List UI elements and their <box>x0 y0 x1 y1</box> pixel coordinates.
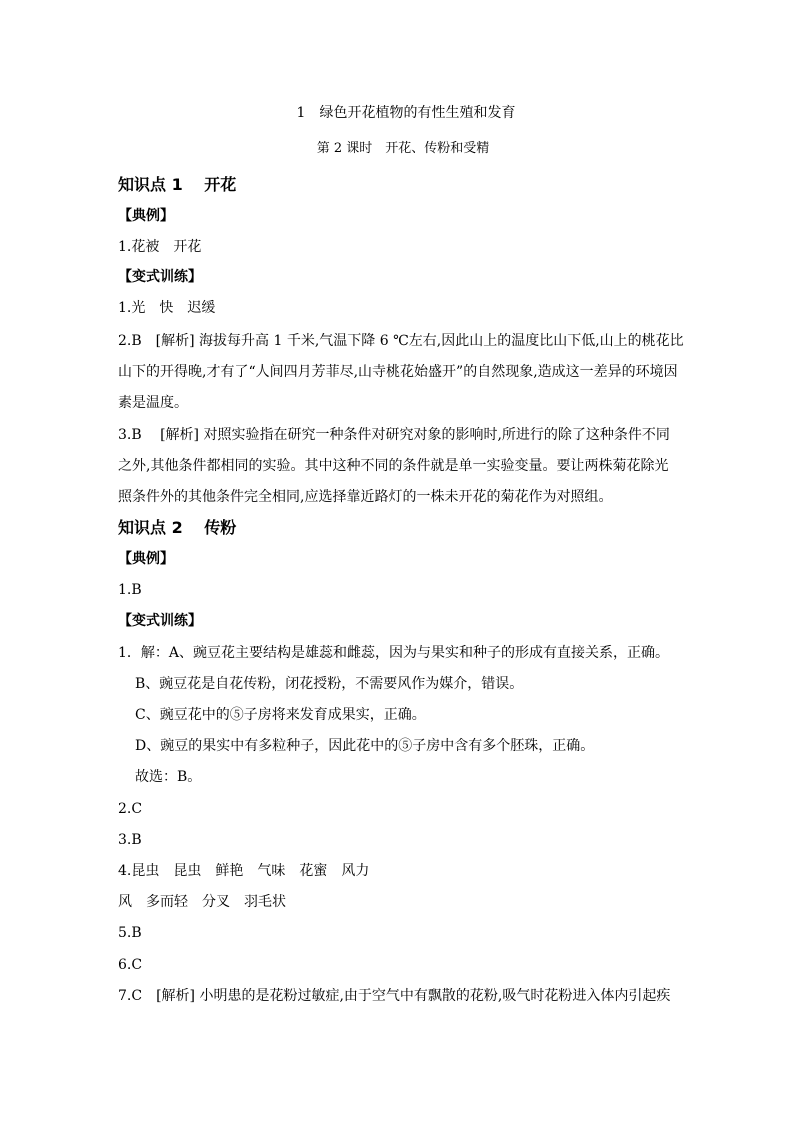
answer-3-line-1: 3.B [解析] 对照实验指在研究一种条件对研究对象的影响时,所进行的除了这种条件不同 <box>118 427 670 443</box>
practice-label: 【变式训练】 <box>118 269 202 285</box>
answer-6: 6.C <box>118 957 143 973</box>
example-answer: 1.花被 开花 <box>118 239 202 255</box>
answer-7-line-1: 7.C [解析] 小明患的是花粉过敏症,由于空气中有飘散的花粉,吸气时花粉进入体内引起疾 <box>118 988 671 1004</box>
answer-1-option-d: D、豌豆的果实中有多粒种子，因此花中的⑤子房中含有多个胚珠，正确。 <box>135 738 595 754</box>
example-label: 【典例】 <box>118 208 174 224</box>
answer-1-line-1: 1．解：A、豌豆花主要结构是雄蕊和雌蕊，因为与果实和种子的形成有直接关系，正确。 <box>118 645 670 661</box>
answer-4-line-2: 风 多而轻 分叉 羽毛状 <box>118 894 286 910</box>
example-answer: 1.B <box>118 582 142 598</box>
answer-2: 2.C <box>118 801 143 817</box>
answer-3-line-2: 之外,其他条件都相同的实验。其中这种不同的条件就是单一实验变量。要让两株菊花除光 <box>118 458 669 474</box>
answer-5: 5.B <box>118 925 142 941</box>
answer-2-line-3: 素是温度。 <box>118 395 188 411</box>
answer-1-option-b: B、豌豆花是自花传粉，闭花授粉，不需要风作为媒介，错误。 <box>135 676 524 692</box>
answer-2-line-1: 2.B [解析] 海拔每升高 1 千米,气温下降 6 ℃左右,因此山上的温度比山下低,山上的桃花比 <box>118 333 684 349</box>
practice-label: 【变式训练】 <box>118 613 202 629</box>
answer-1-option-c: C、豌豆花中的⑤子房将来发育成果实，正确。 <box>135 707 426 723</box>
answer-1: 1.光 快 迟缓 <box>118 300 216 316</box>
section-heading-flowering: 知识点 1 开花 <box>118 175 237 194</box>
answer-4-line-1: 4.昆虫 昆虫 鲜艳 气味 花蜜 风力 <box>118 863 370 879</box>
answer-1-conclusion: 故选：B。 <box>135 769 202 785</box>
answer-3-line-3: 照条件外的其他条件完全相同,应选择靠近路灯的一株未开花的菊花作为对照组。 <box>118 489 613 505</box>
answer-2-line-2: 山下的开得晚,才有了“人间四月芳菲尽,山寺桃花始盛开”的自然现象,造成这一差异的环境因 <box>118 364 678 380</box>
page-title: 1 绿色开花植物的有性生殖和发育 <box>296 105 516 121</box>
lesson-subtitle: 第 2 课时 开花、传粉和受精 <box>316 141 490 156</box>
section-heading-pollination: 知识点 2 传粉 <box>118 518 237 537</box>
answer-3: 3.B <box>118 832 142 848</box>
example-label: 【典例】 <box>118 551 174 567</box>
